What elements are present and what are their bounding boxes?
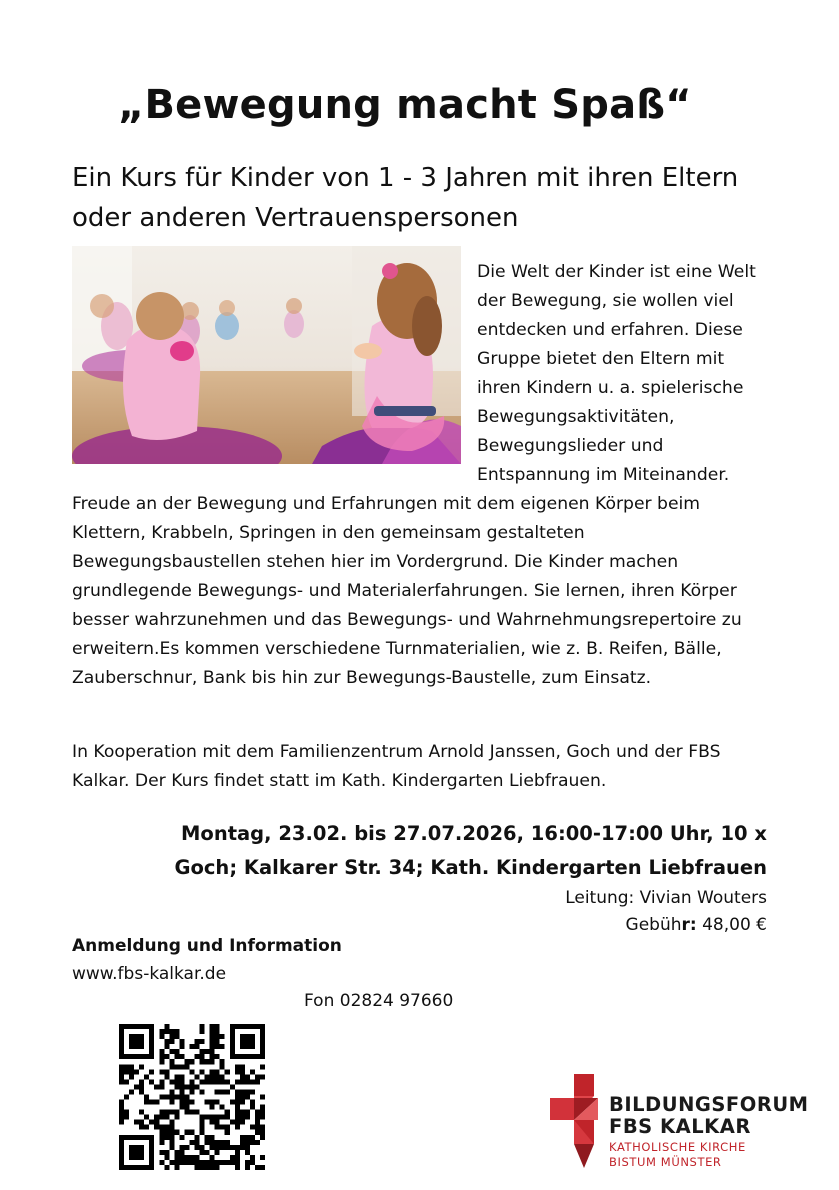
registration-heading: Anmeldung und Information [72,936,342,956]
event-fee [174,912,767,939]
description-paragraph: Die Welt der Kinder ist eine Welt der Bewegung, sie wollen viel entdecken und erfahren. Diese Gruppe bietet den Eltern mit ihren Kindern u. a. spielerische Bewegungsaktivitäten, Bewegungslieder und Entspannung im Miteinander. Freude an der Bewegung und Erfahrungen mit dem eigenen Körper beim Klettern, Krabbeln, Springen in den gemeinsam gestalteten Bewegungsbaustellen stehen hier im Vordergrund. Die Kinder machen grundlegende Bewegungs- und Materialerfahrungen. Sie lernen, ihren Körper besser wahrzunehmen und das Bewegungs- und Wahrnehmungsrepertoire zu erweitern.Es kommen verschiedene Turnmaterialien, wie z. B. Reifen, Bälle, Zauberschnur, Bank bis hin zur Bewegungs-Baustelle, zum Einsatz. [72,262,756,688]
fee-label: Gebüh [625,915,682,935]
event-leader: Leitung: Vivian Wouters [565,888,767,908]
event-details [174,817,767,939]
event-location: Goch; Kalkarer Str. 34; Kath. Kindergarten Liebfrauen [174,856,767,879]
logo-line-1: BILDUNGSFORUM [609,1093,809,1116]
fee-label-bold: r: [681,915,697,935]
cooperation-paragraph: In Kooperation mit dem Familienzentrum Arnold Janssen, Goch und der FBS Kalkar. Der Kurs findet statt im Kath. Kindergarten Liebfrauen. [72,742,721,791]
page-subtitle: Ein Kurs für Kinder von 1 - 3 Jahren mit ihren Eltern oder anderen Vertrauenspersonen [72,163,739,233]
photo-text-wrap-spacer [72,258,477,466]
qr-code[interactable] [119,1024,265,1170]
cross-logo-icon [550,1074,606,1170]
registration-website[interactable]: www.fbs-kalkar.de [72,964,227,984]
logo-line-2: FBS KALKAR [609,1115,751,1138]
course-description [72,258,764,693]
page-title: „Bewegung macht Spaß“ [118,82,692,128]
event-dates: Montag, 23.02. bis 27.07.2026, 16:00-17:00 Uhr, 10 x [181,822,767,845]
logo-line-3: KATHOLISCHE KIRCHE [609,1140,746,1154]
logo-line-4: BISTUM MÜNSTER [609,1155,722,1169]
fee-value: 48,00 € [696,915,767,935]
registration-phone: Fon 02824 97660 [304,991,454,1011]
fbs-kalkar-logo [550,1074,809,1170]
